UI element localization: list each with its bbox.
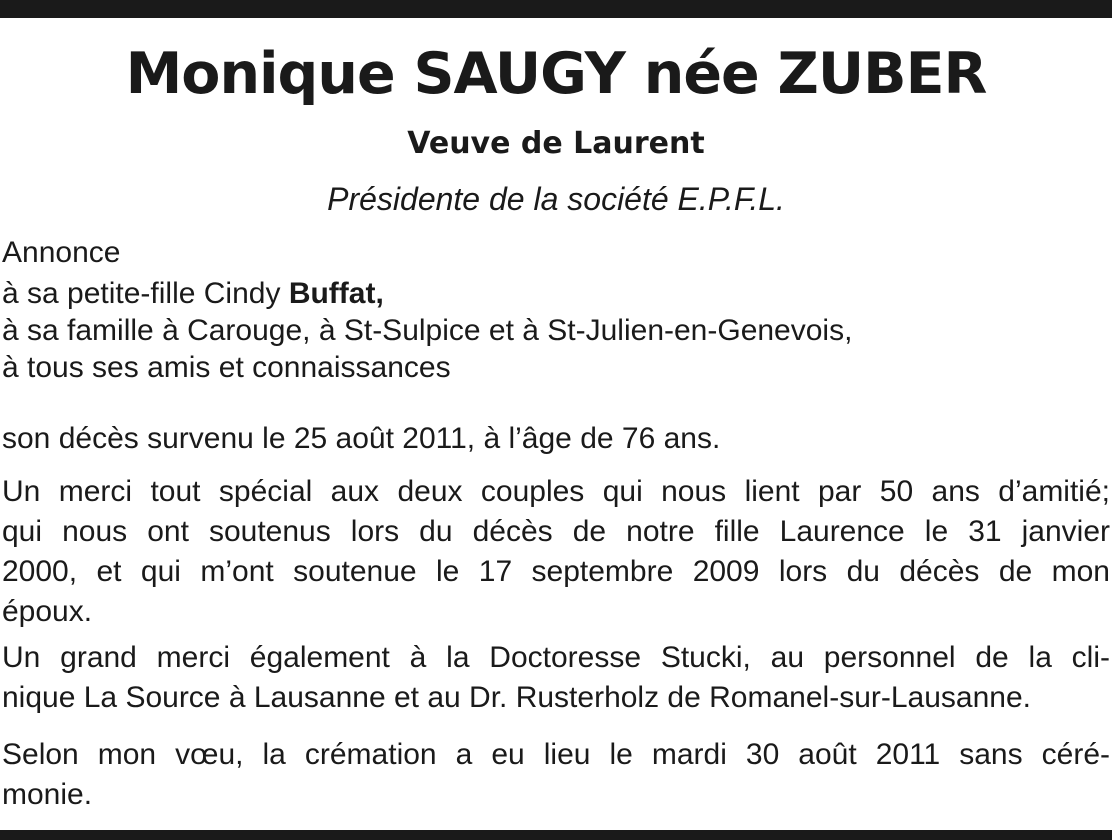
thanks-2-line-1: Un grand merci également à la Doctoresse Stucki, au personnel de la cli- <box>2 641 1110 674</box>
thanks-paragraph-2 <box>2 638 1110 718</box>
thanks-paragraph-1 <box>2 472 1110 632</box>
thanks-1-line-2: qui nous ont soutenus lors du décès de notre fille Laurence le 31 janvier <box>2 515 1110 548</box>
cremation-line-1: Selon mon vœu, la crémation a eu lieu le mardi 30 août 2011 sans céré- <box>2 738 1110 771</box>
thanks-1-line-1: Un merci tout spécial aux deux couples qui nous lient par 50 ans d’amitié; <box>2 475 1110 508</box>
announcement-family: à sa famille à Carouge, à St-Sulpice et à St-Julien-en-Genevois, <box>2 314 853 347</box>
widow-of-line: Veuve de Laurent <box>407 126 705 161</box>
death-notice <box>2 418 1110 459</box>
announcement-granddaughter <box>2 273 1110 314</box>
cremation-paragraph <box>2 735 1110 815</box>
thanks-1-line-4: époux. <box>2 595 93 628</box>
announcement-friends: à tous ses amis et connaissances <box>2 351 451 384</box>
thanks-1-line-3: 2000, et qui m’ont soutenue le 17 septembre 2009 lors du décès de mon <box>2 555 1110 588</box>
bottom-rule <box>0 830 1112 840</box>
cremation-line-2: monie. <box>2 778 93 811</box>
granddaughter-prefix: à sa petite-fille Cindy <box>2 277 289 310</box>
role-line: Présidente de la société E.P.F.L. <box>327 181 785 217</box>
top-rule <box>0 0 1112 18</box>
granddaughter-surname: Buffat, <box>288 277 384 310</box>
announcement-block <box>2 232 1110 388</box>
announcement-intro: Annonce <box>2 236 121 269</box>
thanks-2-line-2: nique La Source à Lausanne et au Dr. Rusterholz de Romanel-sur-Lausanne. <box>2 681 1031 714</box>
deceased-name: Monique SAUGY née ZUBER <box>125 41 987 107</box>
death-notice-text: son décès survenu le 25 août 2011, à l’âge de 76 ans. <box>2 422 721 455</box>
